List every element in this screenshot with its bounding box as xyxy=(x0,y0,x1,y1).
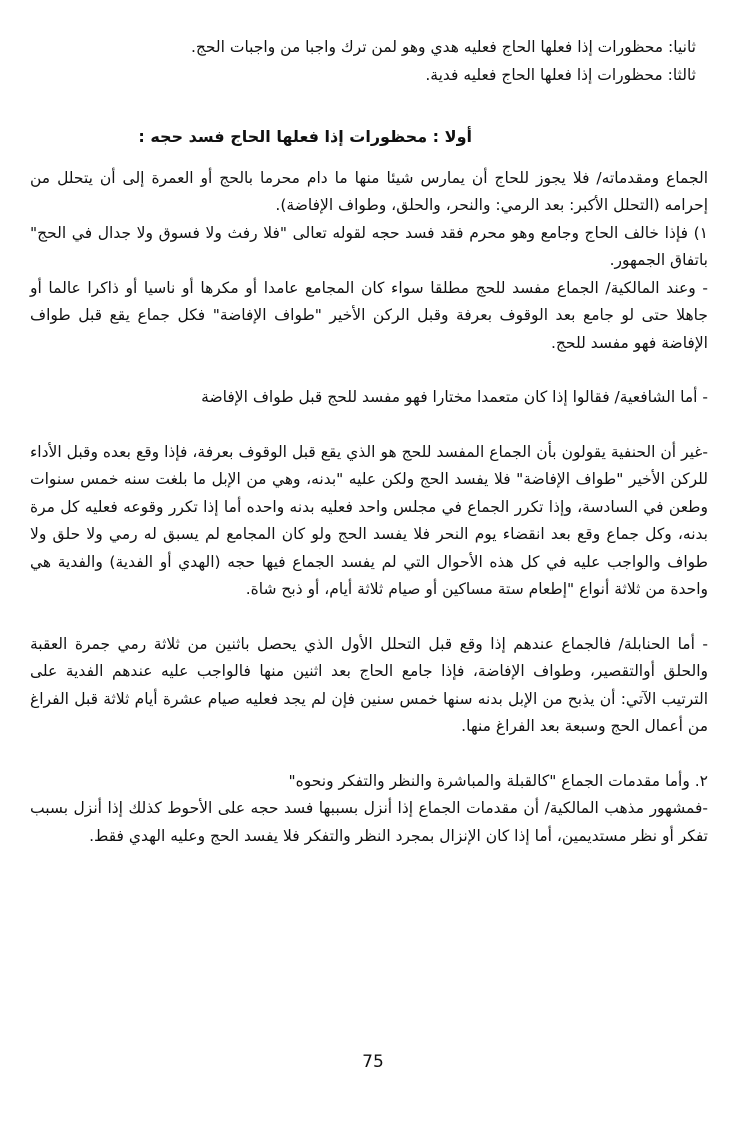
page-body xyxy=(30,34,708,850)
paragraph-hanbali: - أما الحنابلة/ فالجماع عندهم إذا وقع قبل التحلل الأول الذي يحصل باثنين من ثلاثة رمي جمرة العقبة والحلق أوالتقصير، وطواف الإفاضة، فإذا جامع الحاج بعد اثنين منها فالواجب عليه عندهم الفدية على الترتيب الآتي: أن يذبح من الإبل بدنه سنها خمس سنين فإن لم يجد فعليه صيام عشرة أيام ثلاثة قبل الفراغ من أعمال الحج وسبعة بعد الفراغ منها. xyxy=(30,634,708,735)
paragraph-maliki: - وعند المالكية/ الجماع مفسد للحج مطلقا سواء كان المجامع عامدا أو مكرها أو ناسيا أو ذاكرا عالما أو جاهلا حتى لو جامع بعد الوقوف بعرفة وقبل الركن الأخير "طواف الإفاضة" فكل جماع يقع قبل طواف الإفاضة فهو مفسد للحج. xyxy=(30,278,708,352)
paragraph-point-one: ١) فإذا خالف الحاج وجامع وهو محرم فقد فسد حجه لقوله تعالى "فلا رفث ولا فسوق ولا جدال في الحج" باتفاق الجمهور. xyxy=(30,223,708,269)
paragraph-shafii: - أما الشافعية/ فقالوا إذا كان متعمدا مختارا فهو مفسد للحج قبل طواف الإفاضة xyxy=(201,388,708,406)
paragraph-gap xyxy=(30,741,708,768)
paragraph-gap xyxy=(30,357,708,384)
paragraph-point-two: ٢. وأما مقدمات الجماع "كالقبلة والمباشرة والنظر والتفكر ونحوه" xyxy=(288,771,708,790)
page-number: 75 xyxy=(362,1052,384,1072)
intro-line-third: ثالثا: محظورات إذا فعلها الحاج فعليه فدية. xyxy=(425,65,696,84)
paragraph-gap xyxy=(30,604,708,631)
paragraph-hanafi: -غير أن الحنفية يقولون بأن الجماع المفسد للحج هو الذي يقع قبل الوقوف بعرفة، فإذا وقع بعده وقبل الأداء للركن الأخير "طواف الإفاضة" فلا يفسد الحج ولكن عليه "بدنه، وهي من الإبل ما بلغت سنه خمس سنوات وطعن في السادسة، وإذا تكرر الجماع في مجلس واحد فعليه بدنه واحده أما إذا تكرر وقوعه فعليه كل مرة بدنه، وكل جماع وقع بعد انقضاء يوم النحر فلا يفسد الحج ولو كان المجامع لم يسبق له رمي ولا حلق ولا طواف والواجب عليه في كل هذه الأحوال التي لم يفسد الجماع فيها حجه (الهدي أو الفدية) والفدية هي واحدة من ثلاثة أنواع "إطعام ستة مساكين أو صيام ثلاثة أيام، أو ذبح شاة. xyxy=(30,442,708,598)
paragraph-intercourse-definition: الجماع ومقدماته/ فلا يجوز للحاج أن يمارس شيئا منها ما دام محرما بالحج أو العمرة إلى أن يتحلل من إحرامه (التحلل الأكبر: بعد الرمي: والنحر، والحلق، وطواف الإفاضة). xyxy=(30,168,708,214)
paragraph-gap xyxy=(30,412,708,439)
section-heading: أولا : محظورات إذا فعلها الحاج فسد حجه : xyxy=(138,127,472,146)
paragraph-maliki-preliminaries: -فمشهور مذهب المالكية/ أن مقدمات الجماع إذا أنزل بسببها فسد حجه على الأحوط كذلك إذا أنزل بسبب تفكر أو نظر مستديمين، أما إذا كان الإنزال بمجرد النظر والتفكر فلا يفسد الحج وعليه الهدي فقط. xyxy=(30,799,708,845)
intro-line-second: ثانيا: محظورات إذا فعلها الحاج فعليه هدي وهو لمن ترك واجبا من واجبات الحج. xyxy=(190,38,696,56)
